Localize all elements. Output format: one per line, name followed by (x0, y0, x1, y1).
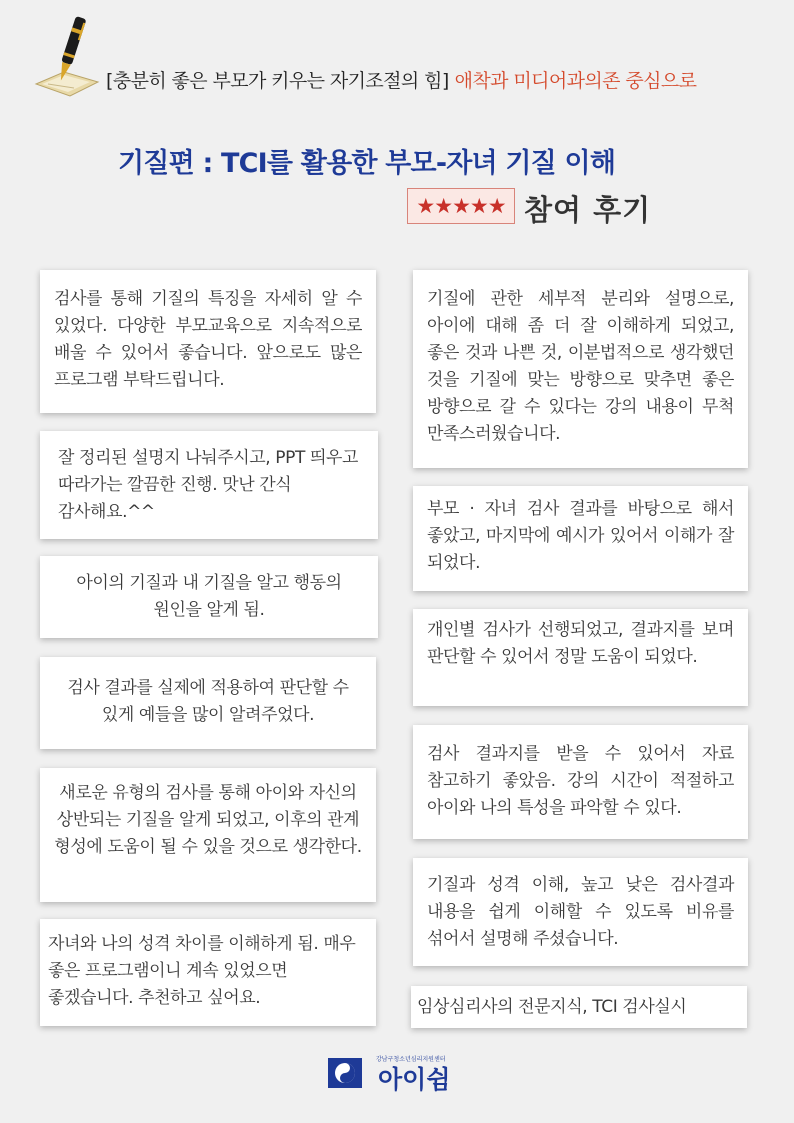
review-card: 임상심리사의 전문지식, TCI 검사실시 (411, 986, 747, 1028)
logo-mark-icon (328, 1058, 362, 1088)
review-card: 아이의 기질과 내 기질을 알고 행동의 원인을 알게 됨. (40, 556, 378, 638)
fountain-pen-icon (34, 14, 100, 98)
review-card: 기질과 성격 이해, 높고 낮은 검사결과 내용을 쉽게 이해할 수 있도록 비유를 섞어서 설명해 주셨습니다. (413, 858, 748, 966)
program-header (106, 66, 696, 93)
review-card: 새로운 유형의 검사를 통해 아이와 자신의 상반되는 기질을 알게 되었고, 이후의 관계 형성에 도움이 될 수 있을 것으로 생각한다. (40, 768, 376, 902)
star-rating: ★★★★★ (407, 188, 515, 224)
review-card: 검사 결과지를 받을 수 있어서 자료 참고하기 좋았음. 강의 시간이 적절하고 아이와 나의 특성을 파악할 수 있다. (413, 725, 748, 839)
review-heading: 참여 후기 (524, 193, 652, 227)
review-card: 검사 결과를 실제에 적용하여 판단할 수 있게 예들을 많이 알려주었다. (40, 657, 376, 749)
review-card: 검사를 통해 기질의 특징을 자세히 알 수 있었다. 다양한 부모교육으로 지속적으로 배울 수 있어서 좋습니다. 앞으로도 많은 프로그램 부탁드립니다. (40, 270, 376, 413)
review-card: 잘 정리된 설명지 나눠주시고, PPT 띄우고 따라가는 깔끔한 진행. 맛난 간식 감사해요.^^ (40, 431, 378, 539)
logo-org-name: 강남구청소년심리지원센터 (376, 1056, 446, 1063)
review-card: 자녀와 나의 성격 차이를 이해하게 됨. 매우 좋은 프로그램이니 계속 있었으면 좋겠습니다. 추천하고 싶어요. (40, 919, 376, 1026)
header-main-text: [충분히 좋은 부모가 키우는 자기조절의 힘] (106, 70, 449, 92)
logo-name: 아이쉼 (378, 1065, 451, 1094)
review-card: 기질에 관한 세부적 분리와 설명으로, 아이에 대해 좀 더 잘 이해하게 되었고, 좋은 것과 나쁜 것, 이분법적으로 생각했던 것을 기질에 맞는 방향으로 맞추면 좋은 방향으로 갈 수 있다는 강의 내용이 무척 만족스러웠습니다. (413, 270, 748, 468)
review-card: 부모 · 자녀 검사 결과를 바탕으로 해서 좋았고, 마지막에 예시가 있어서 이해가 잘 되었다. (413, 486, 748, 591)
header-accent-text: 애착과 미디어과의존 중심으로 (454, 70, 697, 92)
page-title: 기질편 : TCI를 활용한 부모-자녀 기질 이해 (118, 148, 616, 179)
review-card: 개인별 검사가 선행되었고, 결과지를 보며 판단할 수 있어서 정말 도움이 되었다. (413, 609, 748, 706)
center-logo (328, 1054, 468, 1094)
